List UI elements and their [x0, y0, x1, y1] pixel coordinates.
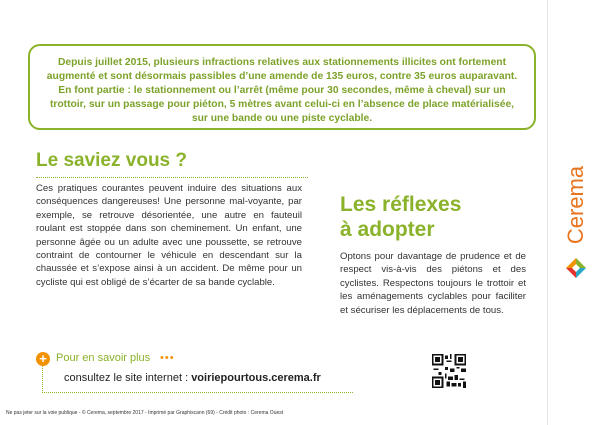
reflexes-heading-line1: Les réflexes	[340, 193, 462, 216]
more-info-prefix: consultez le site internet :	[64, 372, 189, 384]
more-info-box	[36, 350, 356, 394]
qr-code-icon[interactable]	[432, 354, 466, 388]
intro-text: Depuis juillet 2015, plusieurs infractions relatives aux stationnements illicites ont fortement augmenté et sont désormais passibles d’une amende de 135 euros, contre 35 euros auparavant. En font partie : le stationnement ou l’arrêt (même pour 30 secondes, même à cheval) sur un trottoir, sur un passage pour piéton, 5 mètres avant celui-ci en l’absence de place matérialisée, sur une bande ou une piste cyclable.	[46, 57, 518, 124]
saviez-vous-heading: Le saviez vous ?	[36, 150, 188, 171]
reflexes-body: Optons pour davantage de prudence et de respect vis-à-vis des piétons et des cyclistes. Respectons toujours le trottoir et les aménagements cyclables pour faciliter et sécuriser les déplacements de tous.	[340, 251, 526, 316]
plus-icon: +	[36, 352, 50, 366]
dots-decoration: •••	[160, 352, 175, 364]
heading-divider	[36, 177, 308, 178]
intro-box	[28, 44, 536, 130]
brand-name: Cerema	[563, 165, 588, 245]
cerema-logo-icon	[560, 252, 592, 284]
website-link[interactable]: voiriepourtous.cerema.fr	[191, 372, 321, 384]
more-info-title: Pour en savoir plus	[56, 352, 151, 364]
footer-credits: Ne pas jeter sur la voie publique - © Cerema, septembre 2017 - Imprimé par Graphiscann (69) - Crédit photo : Cerema Ouest	[6, 410, 284, 416]
reflexes-heading	[340, 192, 461, 242]
reflexes-heading-line2: à adopter	[340, 218, 435, 241]
more-info-line	[64, 372, 321, 384]
saviez-vous-body: Ces pratiques courantes peuvent induire des situations aux conséquences dangereuses! Une personne mal-voyante, par exemple, se retrouve désorientée, une autre en fauteuil roulant est stoppée dans son cheminement. Un enfant, une personne âgée ou un adulte avec une poussette, se retrouve contraint de contourner le véhicule en descendant sur la chaussée et s’expose ainsi à un accident. De même pour un cycliste qui est obligé de s’écarter de sa bande cyclable.	[36, 183, 302, 288]
